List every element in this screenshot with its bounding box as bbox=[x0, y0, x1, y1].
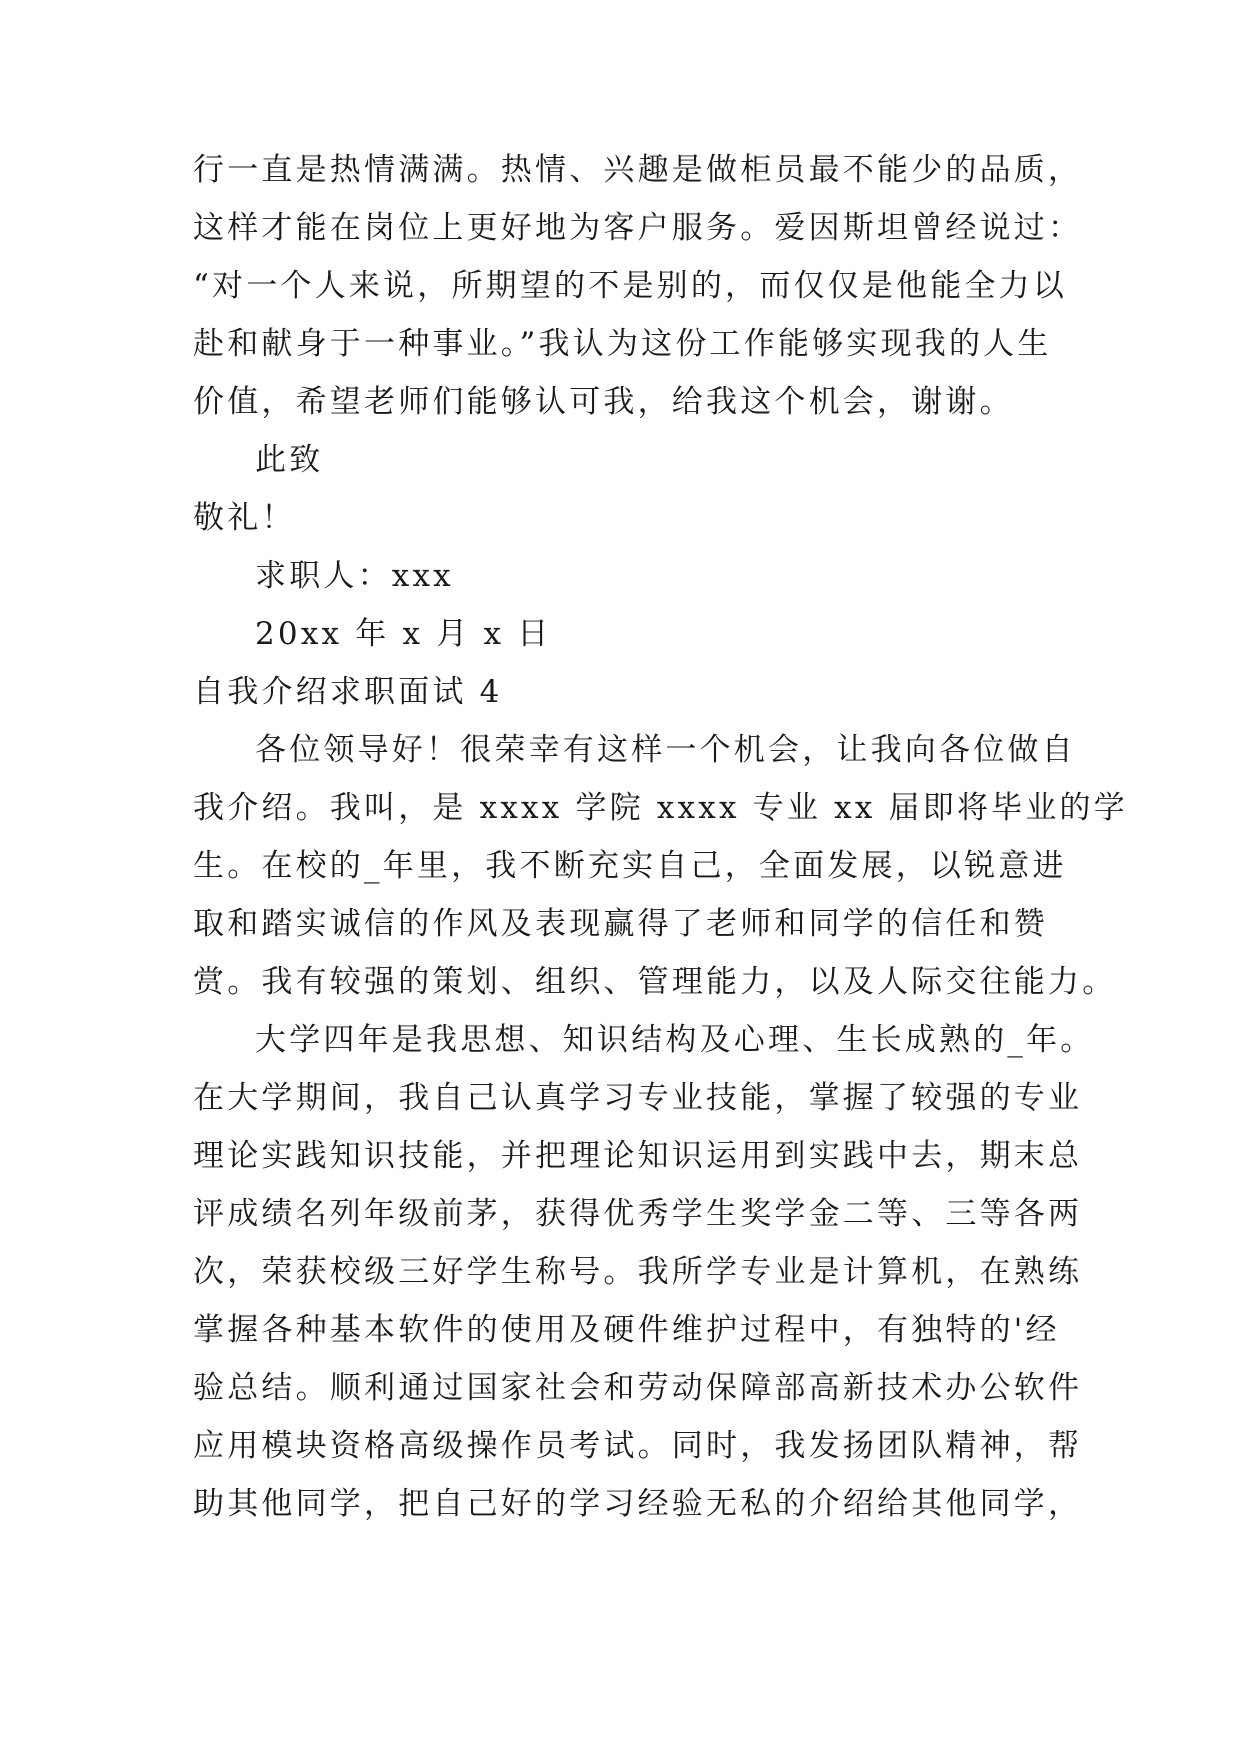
applicant-signature: 求职人：xxx bbox=[255, 558, 454, 594]
closing-salutation: 此致 bbox=[255, 442, 324, 478]
paragraph-line: 理论实践知识技能，并把理论知识运用到实践中去，期末总 bbox=[193, 1138, 1083, 1174]
paragraph-line: 大学四年是我思想、知识结构及心理、生长成熟的_年。 bbox=[255, 1022, 1095, 1058]
letter-date: 20xx 年 x 月 x 日 bbox=[255, 616, 552, 652]
paragraph-line: 取和踏实诚信的作风及表现赢得了老师和同学的信任和赞 bbox=[193, 906, 1048, 942]
paragraph-line: 评成绩名列年级前茅，获得优秀学生奖学金二等、三等各两 bbox=[193, 1196, 1083, 1232]
paragraph-line: 生。在校的_年里，我不断充实自己，全面发展，以锐意进 bbox=[193, 848, 1067, 884]
paragraph-line: 赏。我有较强的策划、组织、管理能力，以及人际交往能力。 bbox=[193, 964, 1117, 1000]
paragraph-line: 行一直是热情满满。热情、兴趣是做柜员最不能少的品质， bbox=[193, 152, 1083, 188]
paragraph-line: “对一个人来说，所期望的不是别的，而仅仅是他能全力以 bbox=[193, 268, 1068, 304]
closing-respect: 敬礼！ bbox=[193, 500, 296, 536]
paragraph-line: 价值，希望老师们能够认可我，给我这个机会，谢谢。 bbox=[193, 384, 1014, 420]
paragraph-line: 应用模块资格高级操作员考试。同时，我发扬团队精神，帮 bbox=[193, 1428, 1083, 1464]
paragraph-line: 在大学期间，我自己认真学习专业技能，掌握了较强的专业 bbox=[193, 1080, 1083, 1116]
paragraph-line: 我介绍。我叫，是 xxxx 学院 xxxx 专业 xx 届即将毕业的学 bbox=[193, 790, 1128, 826]
paragraph-line: 验总结。顺利通过国家社会和劳动保障部高新技术办公软件 bbox=[193, 1370, 1083, 1406]
paragraph-line: 助其他同学，把自己好的学习经验无私的介绍给其他同学， bbox=[193, 1486, 1083, 1522]
paragraph-line: 赴和献身于一种事业。”我认为这份工作能够实现我的人生 bbox=[193, 326, 1052, 362]
paragraph-line: 掌握各种基本软件的使用及硬件维护过程中，有独特的'经 bbox=[193, 1312, 1060, 1348]
section-title: 自我介绍求职面试 4 bbox=[193, 674, 503, 710]
paragraph-line: 这样才能在岗位上更好地为客户服务。爱因斯坦曾经说过： bbox=[193, 210, 1083, 246]
paragraph-line: 各位领导好！很荣幸有这样一个机会，让我向各位做自 bbox=[255, 732, 1076, 768]
paragraph-line: 次，荣获校级三好学生称号。我所学专业是计算机，在熟练 bbox=[193, 1254, 1083, 1290]
